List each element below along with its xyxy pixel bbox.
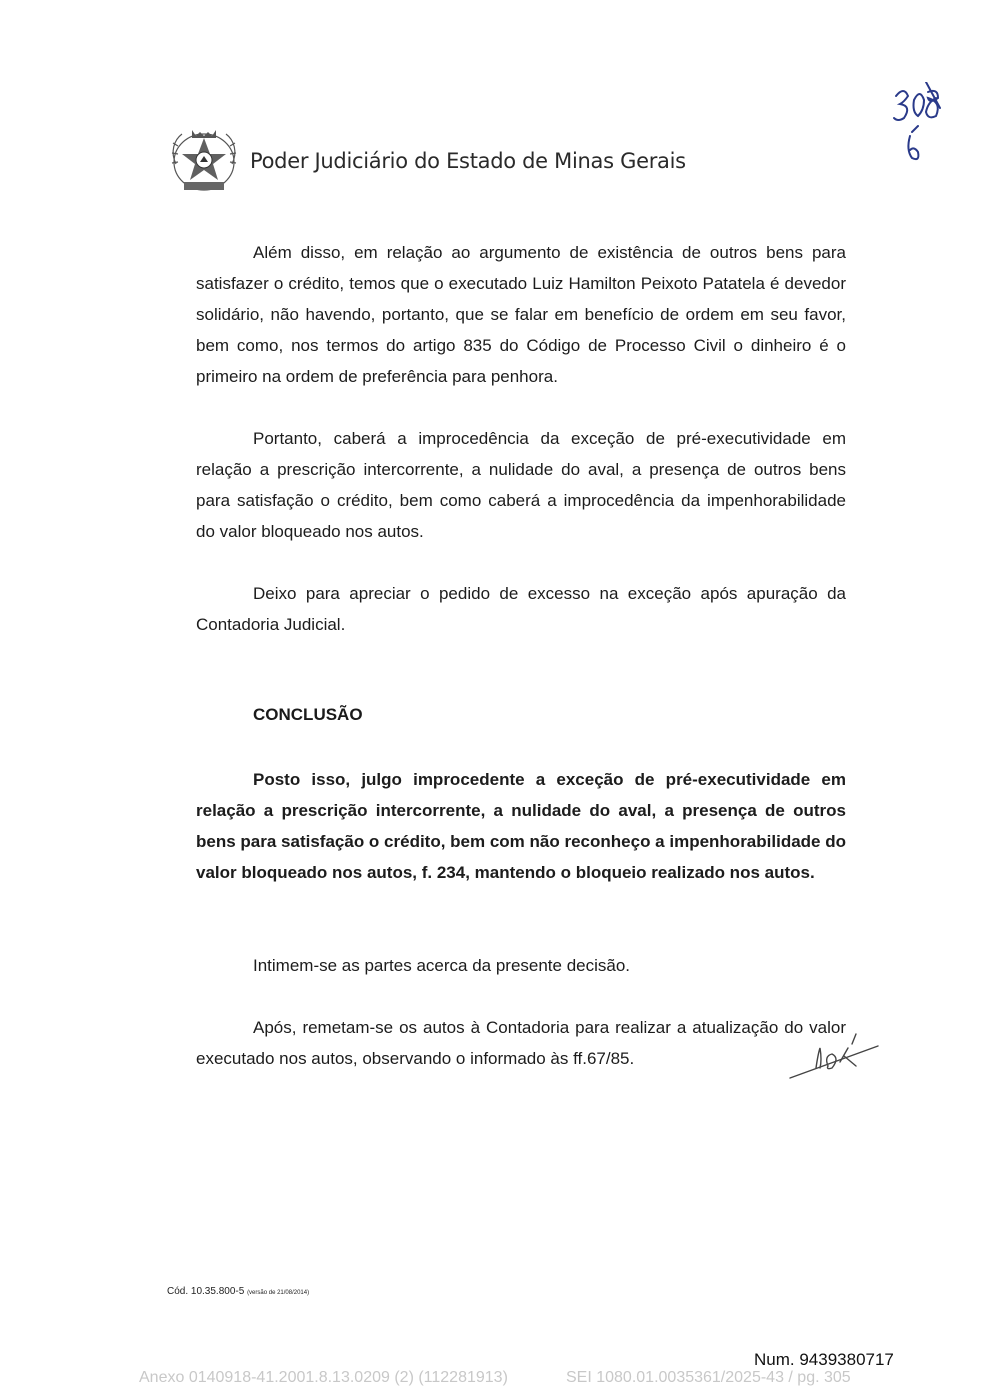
form-code [167,1286,309,1297]
footer-sei-reference: SEI 1080.01.0035361/2025-43 / pg. 305 [566,1369,851,1386]
conclusion-heading: CONCLUSÃO [253,705,363,724]
remittance-paragraph: Após, remetam-se os autos à Contadoria para realizar a atualização do valor executado nos autos, observando o informado às ff.67/85. [196,1018,846,1068]
form-code-number: Cód. 10.35.800-5 [167,1286,245,1297]
coat-of-arms-icon [166,124,242,196]
intimation-paragraph: Intimem-se as partes acerca da presente decisão. [253,956,631,975]
paragraph-other-assets: Além disso, em relação ao argumento de existência de outros bens para satisfazer o crédito, temos que o executado Luiz Hamilton Peixoto Patatela é devedor solidário, não havendo, portanto, que se falar em benefício de ordem em seu favor, bem como, nos termos do artigo 835 do Código de Processo Civil o dinheiro é o primeiro na ordem de preferência para penhora. [196,243,846,386]
handwritten-signature [786,1028,882,1082]
page-header-title: Poder Judiciário do Estado de Minas Gerais [250,149,686,173]
footer-anexo-reference: Anexo 0140918-41.2001.8.13.0209 (2) (112281913) [139,1369,508,1386]
paragraph-improcedence: Portanto, caberá a improcedência da exceção de pré-executividade em relação a prescrição intercorrente, a nulidade do aval, a presença de outros bens para satisfação o crédito, bem como caberá a improcedência da impenhorabilidade do valor bloqueado nos autos. [196,429,846,541]
document-number: Num. 9439380717 [754,1350,894,1369]
paragraph-excess: Deixo para apreciar o pedido de excesso na exceção após apuração da Contadoria Judicial. [196,584,846,634]
form-code-version: (versão de 21/08/2014) [247,1290,310,1296]
handwritten-folio-mark [890,82,950,172]
decision-paragraph: Posto isso, julgo improcedente a exceção de pré-executividade em relação a prescrição intercorrente, a nulidade do aval, a presença de outros bens para satisfação o crédito, bem com não reconheço a impenhorabilidade do valor bloqueado nos autos, f. 234, mantendo o bloqueio realizado nos autos. [196,770,846,882]
